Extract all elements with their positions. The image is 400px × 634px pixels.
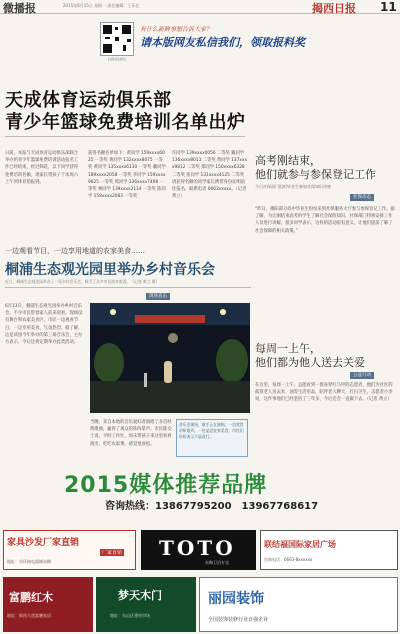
headline-line1[interactable]: 天成体育运动俱乐部 <box>5 90 172 111</box>
right-story2-title1[interactable]: 每周一上午， <box>255 342 321 355</box>
ad-door[interactable] <box>96 577 196 632</box>
ad-rosewood-name: 富鹏红木 <box>9 591 53 604</box>
newspaper-brand: 揭西日报 <box>312 2 356 15</box>
ad-rosewood[interactable] <box>3 577 93 632</box>
ad-rosewood-sub: 地址：揭西大道富鹏家居 <box>7 613 51 618</box>
ad-door-name: 梦天木门 <box>118 589 162 602</box>
section-name: 微播报 <box>3 2 36 15</box>
story1-column3: 许同学 139xxxx0056 二等奖 戴同学 136xxxx8013 二等奖 黄同学 137xxxx9812 二等奖 郑同学 150xxxx6328 二等奖 张同学 131xxxx4125 二等奖 请获得名额的同学家长携带身份证明前往报名，联系电话 0663xxxxx。（记者 黄立） <box>172 151 248 200</box>
divider <box>5 136 245 137</box>
ad-decoration[interactable] <box>199 577 398 632</box>
photo-caption-box: 音乐会现场，歌手正在演唱。一边欣赏动听歌声，一边品尝农家美食，市民们纷纷表示不虚此行。 <box>176 419 248 457</box>
section-tag: 现场直击 <box>146 293 170 300</box>
ad-decoration-sub: 全国装饰装修行业百强企业 <box>208 617 269 623</box>
issue-meta: 2015年6月15日 星期一 责任编辑：王乐亿 <box>63 3 140 8</box>
story2-title[interactable]: 桐浦生态观光园里举办乡村音乐会 <box>5 262 215 278</box>
story2-subtitle: 一边观看节目，一边享用地道的农家美食…… <box>5 247 145 255</box>
divider <box>5 287 251 288</box>
promo-line2: 请本版网友私信我们，领取报料奖 <box>140 36 305 49</box>
section-tag: 社保动态 <box>350 194 374 201</box>
ad-door-sub: 地址：东山区建材市场 <box>110 613 150 618</box>
story1-column2: 获得名额名单如下：黄同学 159xxxx6025 一等奖 黄同学 132xxxx8075 一等奖 黄同学 135xxxx6130 一等奖 戴同学 189xxxx2058 一等奖 李同学 159xxxx9625 一等奖 周同学 136xxxx7408 一等奖 林同学 139xxxx2114 一等奖 陈同学 158xxxx2083 一等奖 <box>88 151 166 200</box>
ad-home-plaza-sub: 咨询电话：0663-8xxxxxx <box>264 557 313 562</box>
headline-line2[interactable]: 青少年篮球免费培训名单出炉 <box>5 112 246 133</box>
ad-toto-logo: TOTO <box>159 536 236 560</box>
ad-home-plaza[interactable] <box>260 530 398 570</box>
ad-furniture-badge: 厂家直销 <box>102 550 123 556</box>
ad-furniture-name: 家具沙发厂家直销 <box>7 538 80 548</box>
concert-photo <box>90 303 250 413</box>
qr-code-icon[interactable] <box>100 22 134 56</box>
right-story2-body: 在这里，每周一上午，总能看到一群身穿红马甲的志愿者，他们为社区的孤寡老人送去米、油等生活用品，陪伴老人聊天、打扫卫生。志愿者小李说，这件事他们已经坚持了三年多，今后还会一直做下去。（记者 黄立） <box>255 383 393 403</box>
right-story2-title2[interactable]: 他们都为他人送去关爱 <box>255 356 365 369</box>
right-story1-title1[interactable]: 高考刚结束， <box>255 154 321 167</box>
story2-caption: 近日，桐浦生态观光园举办了一场乡村音乐会，吸引了众多市民前来观看。（记者 黄立 摄） <box>5 279 160 284</box>
qr-label: 扫码关注我们 <box>107 57 126 61</box>
story1-column1: 日前，本报与天成体育运动俱乐部联合举办的青少年篮球免费培训活动报名工作已经结束，经过筛选，以下同学获得免费培训名额，请家长带孩子于本周六上午到体育馆报到。 <box>5 151 79 185</box>
section-tag: 公益行动 <box>350 372 374 379</box>
ad-banner-title[interactable]: 2015媒体推荐品牌 <box>64 473 268 498</box>
right-story1-subtitle: 今日社保部门组织毕业生参加社保知识讲座 <box>255 184 331 189</box>
page-number: 11 <box>380 0 397 14</box>
story2-column2: 当晚，来自本地的音乐爱好者演唱了多首经典歌曲，赢得了观众的阵阵掌声。市民陈女士说，平时工作忙，周末带孩子来这里看看演出，吃吃农家菜，感觉很放松。 <box>90 420 172 447</box>
promo-line1: 有什么新鲜事想告诉大家？ <box>140 26 213 33</box>
right-story1-body: “昨日，揭阳部分高中毕业生纷纷来到社保服务大厅参与参保登记工作。据了解，为让刚结束高考的学生了解社会保险知识，社保部门特别安排工作人员进行讲解。很多同学表示，这样的活动很有意义，让他们提前了解了社会保障的相关政策。” <box>255 207 395 234</box>
ad-decoration-name: 丽园装饰 <box>208 591 264 607</box>
story2-column1: 6月13日，桐浦生态观光园举办乡村音乐会，不少市民带着家人前来观看。现场设有舞台和农家美食区，市民一边观看节目，一边享用美食，气氛热烈。据了解，这是该园今年举办的第三场音乐会，主办方表示，今后还将定期举办此类活动。 <box>5 304 83 346</box>
right-story1-title2[interactable]: 他们就参与参保登记工作 <box>255 168 376 181</box>
ad-hotline: 咨询热线：13867795200 13967768617 <box>105 501 319 512</box>
promo-box <box>100 22 305 64</box>
ad-toto[interactable] <box>141 530 256 570</box>
ad-toto-sub: 东陶卫浴专卖 <box>205 560 229 565</box>
page-header <box>0 0 400 14</box>
ad-home-plaza-name: 联结福国际家居广场 <box>264 540 336 549</box>
ad-furniture-address: 地址：东环路电器城东侧 <box>7 559 51 564</box>
ad-furniture[interactable] <box>3 530 136 570</box>
